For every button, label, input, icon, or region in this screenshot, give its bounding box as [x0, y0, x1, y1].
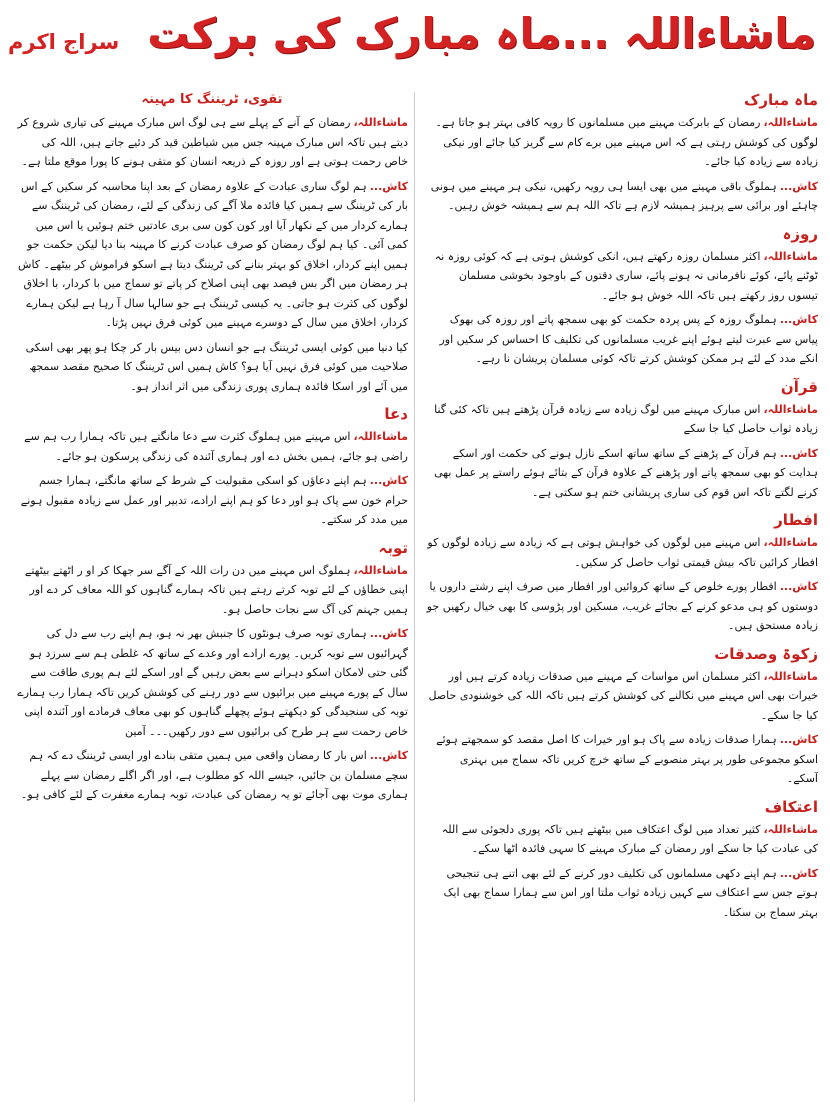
article-section: [16, 88, 408, 396]
paragraph-text: ہملوگ روزہ کے پس پردہ حکمت کو بھی سمجھ پاتے اور روزہ کی بھوک پیاس سے عبرت لیتے ہوئے اپنے غریب مسلمانوں کی تکلیف کا احساس کر سکیں اور انکے مدد کے لئے ہر ممکن کوشش کرتے تاکہ کوئی مسلمان پریشان نا رہے۔: [439, 313, 818, 365]
paragraph-text: اس مبارک مہینے میں لوگ زیادہ سے زیادہ قرآن پڑھتے ہیں تاکہ کئی گنا زیادہ ثواب حاصل کیا جا سکے: [434, 402, 818, 435]
kash-label: کاش...: [779, 866, 818, 880]
paragraph-text: کثیر تعداد میں لوگ اعتکاف میں بیٹھتے ہیں تاکہ پوری دلجوئی سے اللہ کی عبادت کیا جا سکے اور رمضان کے مبارک مہینے کا سہی فائدہ اٹھا سکے۔: [441, 822, 818, 855]
article-section: [426, 795, 818, 923]
mashallah-label: ماشاءاللہ،: [353, 563, 408, 577]
paragraph: [426, 577, 818, 636]
mashallah-label: ماشاءاللہ،: [763, 822, 818, 836]
paragraph-text: اس مہینے میں ہملوگ کثرت سے دعا مانگتے ہیں تاکہ ہمارا رب ہم سے راضی ہو جائے، ہمیں بخش دے اور ہماری آئندہ کی زندگی پرسکون ہو جائے۔: [24, 430, 408, 463]
paragraph-text: اکثر مسلمان روزہ رکھتے ہیں، انکی کوشش ہوتی ہے کہ کوئی روزہ نہ ٹوٹنے پائے، کوئے نافرمانی نہ ہونے پائے، ساری دقتوں کے باوجود بخوشی مسلمان تیسوں روز رکھتے ہیں تاکہ اللہ خوش ہو جائے۔: [434, 249, 818, 302]
column-divider: [414, 92, 415, 1102]
paragraph-text: ہم قرآن کے پڑھنے کے ساتھ ساتھ اسکے نازل ہونے کی حکمت اور اسکے ہدایت کو بھی سمجھ پاتے اور پڑھنے کے علاوہ قرآن کے بتائے ہوئے راستے پر عمل بھی کرنے لگتے تاکہ اس قوم کی ساری پریشانی ختم ہو سکتی ہے۔: [434, 446, 818, 499]
paragraph: [426, 864, 818, 923]
article-section: [426, 508, 818, 636]
kash-label: کاش...: [369, 179, 408, 193]
paragraph: [426, 113, 818, 172]
mashallah-label: ماشاءاللہ،: [763, 669, 818, 683]
mashallah-label: ماشاءاللہ،: [353, 430, 408, 443]
page-title: ماشاءاللہ ...ماہ مبارک کی برکت: [147, 9, 816, 58]
paragraph: [426, 730, 818, 789]
paragraph-text: ہم اپنے دعاؤں کو اسکی مقبولیت کے شرط کے ساتھ مانگتے، ہمارا جسم حرام خون سے پاک ہو اور دعا کو ہم اپنے ارادے، تدبیر اور عمل سے زیادہ مقبول ہونے میں مدد کر سکتے۔: [20, 474, 408, 526]
section-heading: زکوۃ وصدقات: [714, 644, 818, 663]
section-heading: افطار: [774, 511, 818, 529]
paragraph-text: رمضان کے بابرکت مہینے میں مسلمانوں کا رویہ کافی بہتر ہو جاتا ہے۔لوگوں کی کوشش رہتی ہے کہ اس مہینے میں برے کام سے گریز کیا جائے اور نیکی زیادہ سے زیادہ کیا جائے۔: [435, 116, 818, 168]
mashallah-label: ماشاءاللہ،: [763, 536, 818, 549]
section-heading: تقوی، ٹریننگ کا مہینہ: [141, 92, 283, 107]
kash-label: کاش...: [779, 446, 818, 460]
paragraph: [426, 247, 818, 306]
section-heading: روزہ: [782, 224, 818, 243]
paragraph-text: ہماری توبہ صرف ہونٹوں کا جنبش بھر نہ ہو، ہم اپنے رب سے دل کی گہرائیوں سے توبہ کریں۔ پورے ارادے اور وعدے کے ساتھ کہ غلطی ہم سے سرزد ہو گئی حتی لامکان اسکو دہرانے سے بعض رہیں گے اور اسکے لئے ہم پوری طاقت سے سال کے پورے مہینے میں برائیوں سے دور رہنے کی کوشش کریں تاکہ ہمارا رب ہمارے توبہ کی سنجیدگی کو دیکھتے ہوئے پچھلے گناہوں کو بھی معاف فرمادے اور آئندہ اپنی خاص رحمت سے ہر طرح کی برائیوں سے دور رکھیں۔۔۔ آمین: [17, 627, 408, 738]
paragraph: [16, 338, 408, 397]
paragraph-text: کیا دنیا میں کوئی ایسی ٹریننگ ہے جو انسان دس بیس بار کر چکا ہو پھر بھی اسکی صلاحیت میں کوئی فرق نہیں آیا ہو؟ کاش ہمیں اس ٹریننگ کا صحیح مقصد سمجھ میں آئے اور اسکا فائدہ ہماری پوری زندگی میں اثر انداز ہو۔: [25, 340, 408, 393]
article-section: [426, 88, 818, 216]
article-section: [426, 642, 818, 789]
author-name: سراج اکرم: [8, 30, 120, 54]
section-heading: دعا: [384, 405, 408, 423]
paragraph: [426, 310, 818, 369]
kash-label: کاش...: [779, 313, 818, 326]
paragraph-text: اکثر مسلمان اس مواسات کے مہینے میں صدقات زیادہ کرتے ہیں اور خیرات بھی اس مہینے میں نکالنے کی کوشش کرتے ہیں تاکہ اللہ کی خوشنودی حاصل کیا جا سکے۔: [428, 669, 818, 722]
section-heading: اعتکاف: [764, 797, 818, 816]
article-section: [16, 536, 408, 805]
paragraph: [426, 400, 818, 439]
header: [0, 0, 830, 82]
paragraph-text: ہمارا صدقات زیادہ سے پاک ہو اور خیرات کا اصل مقصد کو سمجھتے ہوئے اسکو مجموعی طور پر بہتر منصوبے کے ساتھ خرچ کریں تاکہ سماج میں بہتری آسکے۔: [436, 733, 818, 785]
paragraph: [426, 177, 818, 216]
paragraph-text: ہم لوگ ساری عبادت کے علاوہ رمضان کے بعد اپنا محاسبہ کر سکیں کے اس بار کی ٹریننگ سے ہمیں کیا فائدہ ملا آگے کی زندگی کے لئے، رمضان کی ٹریننگ سے ہمارے کردار میں کے نکھار آیا اور کون کون سی بری عادتیں ختم ہوئیں یا اس میں کمی آئی۔ کیا ہم لوگ رمضان کو صرف عبادت کرنے کا مہینہ بنا دیا لیکن حکمت جو ہمیں اپنے کردار، اخلاق کو بہتر بنانے کی ٹریننگ دیتا ہے اسکو فراموش کر بیٹھے۔ کاش ہر رمضان میں اگر بس فیصد بھی اپنی اصلاح کر پاتے تو سماج میں با کردار، با اخلاق لوگوں کی کثرت ہو جاتی۔ یہ کیسی ٹریننگ ہے جو سالہا سال آ رہا ہے لیکن ہمارے کردار، اخلاق میں سال کے دوسرے مہینے میں کوئی فرق نہیں پڑتا۔: [18, 179, 408, 329]
right-column: [426, 88, 818, 1108]
mashallah-label: ماشاءاللہ،: [763, 116, 818, 129]
section-heading: توبہ: [378, 538, 408, 557]
paragraph-text: ہم اپنے دکھی مسلمانوں کی تکلیف دور کرنے کے لئے بھی اتنے ہی تنجیحی ہوتے جس سے اعتکاف سے کہیں زیادہ ثواب ملتا اور اس سے ہمارا سماج بھی ایک بہتر سماج بن سکتا۔: [443, 866, 818, 919]
left-column: [16, 88, 408, 1108]
kash-label: کاش...: [779, 179, 818, 193]
paragraph: [16, 427, 408, 466]
kash-label: کاش...: [369, 474, 408, 487]
mashallah-label: ماشاءاللہ،: [353, 116, 408, 129]
article-section: [16, 402, 408, 530]
kash-label: کاش...: [779, 580, 818, 593]
kash-label: کاش...: [779, 733, 818, 746]
paragraph-text: اس بار کا رمضان واقعی میں ہمیں متقی بنادے اور ایسی ٹریننگ دے کہ ہم سچے مسلمان بن جائیں، جیسے اللہ کو مطلوب ہے، اور اگر اگلے رمضان سے پہلے ہماری موت بھی آجائے تو یہ رمضان کی عبادت، توبہ ہمارے مغفرت کے لئے کافی ہو۔: [20, 749, 408, 801]
paragraph: [426, 667, 818, 726]
paragraph: [16, 561, 408, 620]
paragraph-text: رمضان کے آنے کے پہلے سے ہی لوگ اس مبارک مہینے کی تیاری شروع کر دیتے ہیں تاکہ اس مبارک مہینہ جس میں شیاطین قید کر دئیے جاتے ہیں، اللہ کی خاص رحمت ہوتی ہے اور روزہ کے ذریعہ انسان کو متقی ہونے کا پورا موقع ملتا ہے۔: [17, 116, 408, 168]
kash-label: کاش...: [369, 627, 408, 640]
paragraph: [16, 177, 408, 333]
paragraph: [16, 746, 408, 805]
section-heading: ماہ مبارک: [744, 91, 818, 109]
paragraph: [426, 533, 818, 572]
article-section: [426, 375, 818, 503]
section-heading: قرآن: [780, 377, 818, 396]
paragraph: [426, 444, 818, 503]
paragraph: [16, 624, 408, 741]
paragraph: [16, 471, 408, 530]
mashallah-label: ماشاءاللہ،: [763, 402, 818, 416]
kash-label: کاش...: [369, 749, 408, 762]
paragraph-text: ہملوگ باقی مہینے میں بھی ایسا ہی رویہ رکھیں، نیکی ہر مہینے میں ہونی چاہئے اور برائی سے پرہیز ہمیشہ لازم ہے تاکہ اللہ ہم سے ہمیشہ خوش رہیں۔: [430, 179, 818, 212]
article-section: [426, 222, 818, 369]
paragraph-text: اس مہینے میں لوگوں کی خواہش ہوتی ہے کہ زیادہ سے زیادہ لوگوں کو افطار کرائیں تاکہ بیش قیمتی ثواب حاصل کر سکیں۔: [427, 536, 818, 569]
paragraph-text: ہملوگ اس مہینے میں دن رات اللہ کے آگے سر جھکا کر او ر اٹھتے بیٹھتے اپنی خطاؤں کے لئے توبہ کرتے رہتے ہیں تاکہ ہمارے گناہوں کو اللہ معاف کر دے اور ہمیں جہنم کی آگ سے نجات حاصل ہو۔: [24, 563, 408, 616]
paragraph: [426, 820, 818, 859]
mashallah-label: ماشاءاللہ،: [763, 249, 818, 263]
paragraph: [16, 113, 408, 172]
paragraph-text: افطار پورے خلوص کے ساتھ کروائیں اور افطار میں صرف اپنے رشتے داروں یا دوستوں کو ہی مدعو کرنے کے بجائے غریب، مسکین اور پڑوسی کا بھی خیال رکھیں جو زیادہ مستحق ہیں۔: [426, 580, 818, 632]
